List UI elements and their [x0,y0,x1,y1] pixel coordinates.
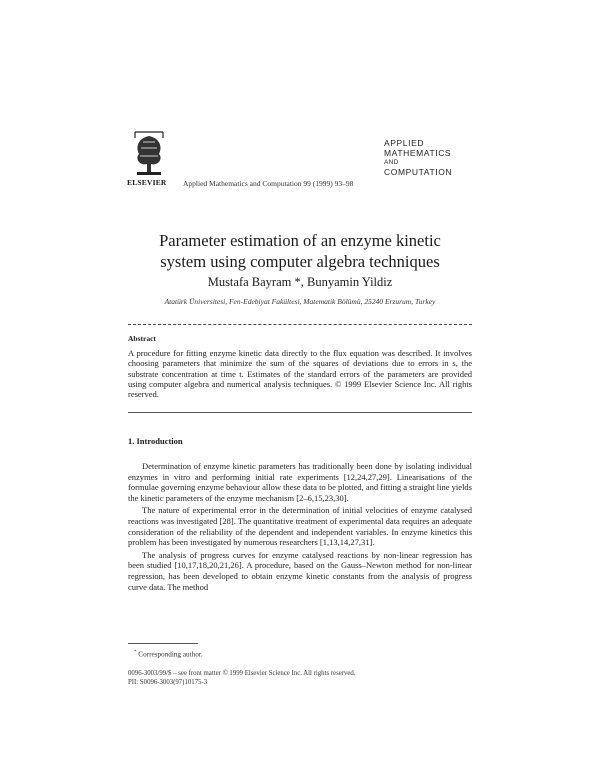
affiliation: Atatürk Üniversitesi, Fen-Edebiyat Fakültesi, Matematik Bölümü, 25240 Erzurum, Turkey [164,297,436,306]
journal-title-line: MATHEMATICS [384,147,452,158]
copyright-info [128,669,356,687]
journal-title-line: COMPUTATION [384,166,453,177]
introduction-body [128,461,472,594]
issn-line: 0096-3003/99/$ – see front matter © 1999 Elsevier Science Inc. All rights reserved. [128,670,356,677]
footnote-text: Corresponding author. [138,650,203,659]
footnote [134,650,203,658]
journal-title [384,139,452,177]
journal-title-line: APPLIED [384,138,425,148]
tree-emblem-icon [129,128,169,178]
journal-reference: Applied Mathematics and Computation 99 (1999) 93–98 [183,179,354,188]
pii-line: PII: S0096-3003(97)10175-3 [128,679,208,686]
footnote-divider [128,643,198,644]
authors: Mustafa Bayram *, Bunyamin Yildiz [207,275,393,289]
section-heading: 1. Introduction [128,436,183,446]
article-title-line: system using computer algebra techniques [160,252,440,271]
article-title [100,230,500,272]
paragraph: The analysis of progress curves for enzyme catalysed reactions by non-linear regression has been studied [10,17,18,20,21,26]. A procedure, based on the Gauss–Newton method for non-linear regression, has been developed to obtain enzyme kinetic constants from the analysis of progress curve data. The method [128,549,472,592]
journal-title-line: AND [384,159,399,166]
divider [128,412,472,413]
abstract-text: A procedure for fitting enzyme kinetic data directly to the flux equation was described. It involves choosing parameters that minimize the sum of the squares of deviations due to errors in s, the substrate concentration at time t. Estimates of the standard errors of the parameters are provided using computer algebra and numerical analysis techniques. © 1999 Elsevier Science Inc. All rights reserved. [128,348,472,400]
divider [128,324,472,325]
abstract-heading: Abstract [128,334,156,343]
article-title-line: Parameter estimation of an enzyme kinetic [159,231,441,250]
paragraph: Determination of enzyme kinetic parameters has traditionally been done by isolating individual enzymes in vitro and performing initial rate experiments [12,24,27,29]. Linearisations of the formulae governing enzyme behaviour allow these data to be plotted, and fitting a straight line yields the kinetic parameters of the enzyme mechanism [2–6,15,23,30]. [128,461,472,503]
footnote-marker: * [134,650,137,655]
publisher-name: ELSEVIER [127,178,167,187]
paragraph: The nature of experimental error in the determination of initial velocities of enzyme catalysed reactions was investigated [28]. The quantitative treatment of experimental data requires an adequate consideration of the reliability of the dependent and independent variables. In enzyme kinetics this problem has been investigated by numerous researchers [1,13,14,27,31]. [128,505,472,548]
